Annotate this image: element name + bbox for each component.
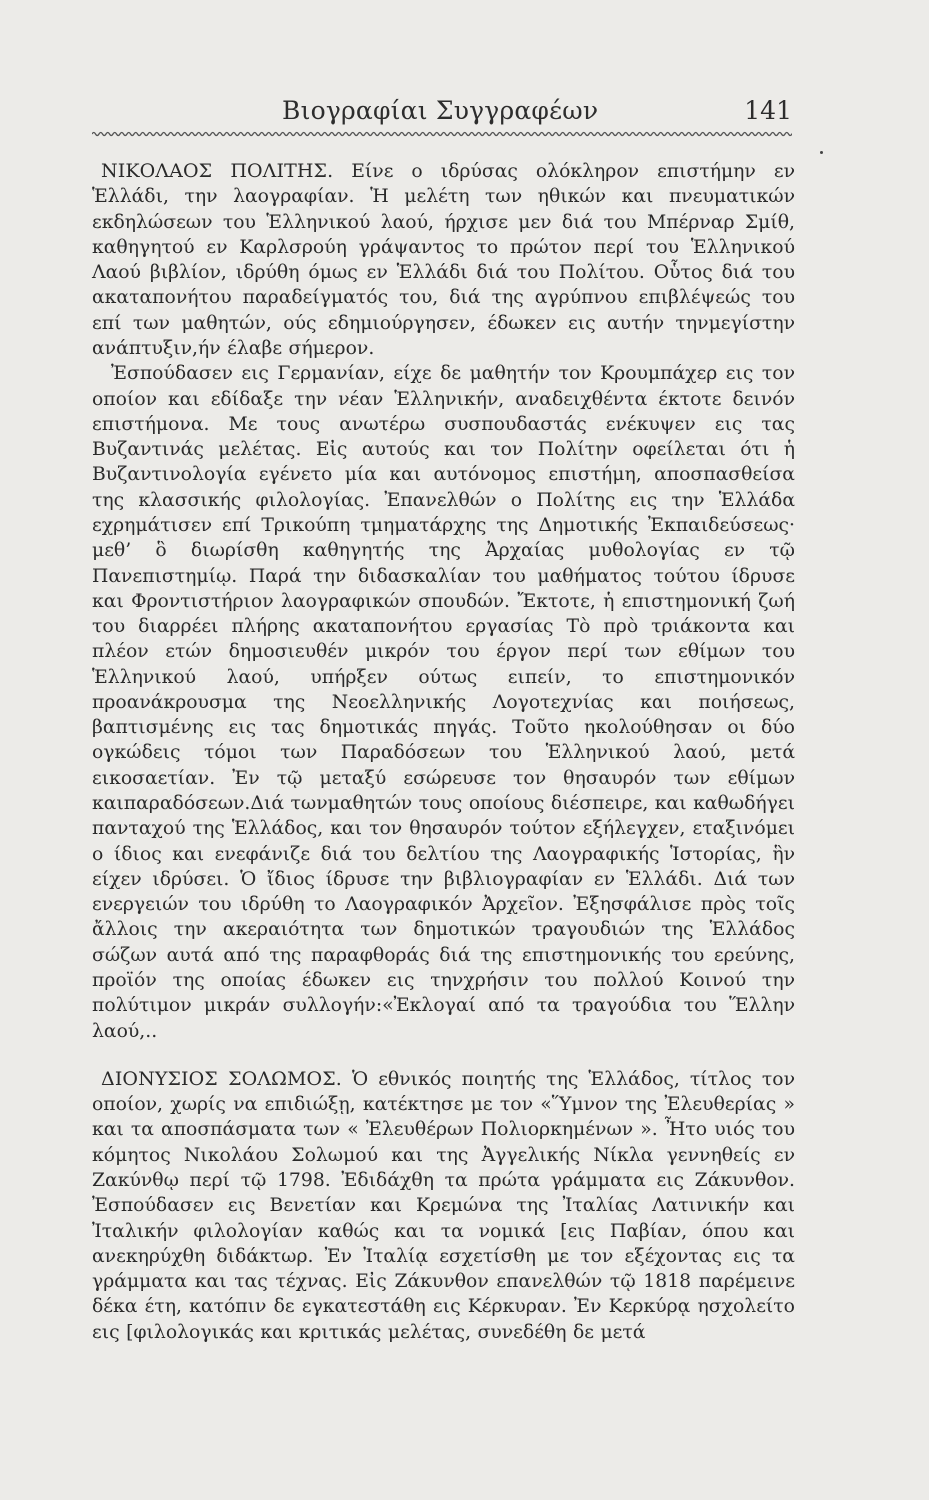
running-title: Βιογραφίαι Συγγραφέων	[282, 96, 599, 125]
paragraph-solomos	[92, 1067, 795, 1345]
biography-text	[92, 159, 795, 1345]
name-heading-solomos: ΔΙΟΝΥΣΙΟΣ ΣΟΛΩΜΟΣ.	[101, 1067, 342, 1090]
decorative-wavy-rule	[92, 130, 792, 138]
page-header	[92, 92, 792, 132]
paragraph-politis-career	[92, 361, 795, 1044]
paragraph-text: Ὁ εθνικός ποιητής της Ἑλλάδος, τίτλος τον οποίον, χωρίς να επιδιώξῃ, κατέκτησε με τον «Ὕμνον της Ἐλευθερίας » και τα αποσπάσματα των « Ἐλευθέρων Πολιορκημένων ». Ἦτο υιός του κόμητος Νικολάου Σολωμού και της Ἀγγελικής Νίκλα γεννηθείς εν Ζακύνθῳ περί τῷ 1798. Ἐδιδάχθη τα πρώτα γράμματα εις Ζάκυνθον. Ἐσπούδασεν εις Βενετίαν και Κρεμώνα της Ἰταλίας Λατινικήν και Ἰταλικήν φιλολογίαν καθώς και τα νομικά [εις Παβίαν, όπου και ανεκηρύχθη διδάκτωρ. Ἐν Ἰταλίᾳ εσχετίσθη με τον εξέχοντας εις τα γράμματα και τας τέχνας. Εἰς Ζάκυνθον επανελθών τῷ 1818 παρέμεινε δέκα έτη, κατόπιν δε εγκατεστάθη εις Κέρκυραν. Ἐν Κερκύρᾳ ησχολείτο εις [φιλολογικάς και κριτικάς μελέτας, συνεδέθη δε μετά	[92, 1068, 795, 1343]
ink-speck	[820, 151, 823, 154]
page-number: 141	[744, 96, 792, 125]
paragraph-text: Είνε ο ιδρύσας ολόκληρον επιστήμην εν Ἑλλάδι, την λαογραφίαν. Ἡ μελέτη των ηθικών και πνευματικών εκδηλώσεων του Ἑλληνικού λαού, ήρχισε μεν διά του Μπέρναρ Σμίθ, καθηγητού εν Καρλσρούη γράψαντος το πρώτον περί του Ἑλληνικού Λαού βιβλίον, ιδρύθη όμως εν Ἑλλάδι διά του Πολίτου. Οὗτος διά του ακαταπονήτου παραδείγματός του, διά της αγρύπνου επιβλέψεώς του επί των μαθητών, ούς εδημιούργησεν, έδωκεν εις αυτήν τηνμεγίστην ανάπτυξιν,ήν έλαβε σήμερον.	[92, 161, 795, 359]
wavy-rule-graphic	[92, 130, 792, 138]
paragraph-text: Ἐσπούδασεν εις Γερμανίαν, είχε δε μαθητήν τον Κρουμπάχερ εις τον οποίον και εδίδαξε την νέαν Ἑλληνικήν, αναδειχθέντα έκτοτε δεινόν επιστήμονα. Με τους ανωτέρω συσπουδαστάς ενέκυψεν εις τας Βυζαντινάς μελέτας. Εἰς αυτούς και τον Πολίτην οφείλεται ότι ἡ Βυζαντινολογία εγένετο μία και αυτόνομος επιστήμη, αποσπασθείσα της κλασσικής φιλολογίας. Ἐπανελθών ο Πολίτης εις την Ἑλλάδα εχρημάτισεν επί Τρικούπη τμηματάρχης της Δημοτικής Ἐκπαιδεύσεως· μεθ’ ὃ διωρίσθη καθηγητής της Ἀρχαίας μυθολογίας εν τῷ Πανεπιστημίῳ. Παρά την διδασκαλίαν του μαθήματος τούτου ίδρυσε και Φροντιστήριον λαογραφικών σπουδών. Ἔκτοτε, ἡ επιστημονική ζωή του διαρρέει πλήρης ακαταπονήτου εργασίας Τὸ πρὸ τριάκοντα και πλέον ετών δημοσιευθέν μικρόν του έργον περί των εθίμων του Ἑλληνικού λαού, υπήρξεν ούτως ειπείν, το επιστημονικόν προανάκρουσμα της Νεοελληνικής Λογοτεχνίας και ποιήσεως, βαπτισμένης εις τας δημοτικάς πηγάς. Τοῦτο ηκολούθησαν οι δύο ογκώδεις τόμοι των Παραδόσεων του Ἑλληνικού λαού, μετά εικοσαετίαν. Ἐν τῷ μεταξύ εσώρευσε τον θησαυρόν των εθίμων καιπαραδόσεων.Διά τωνμαθητών τους οποίους διέσπειρε, και καθωδήγει πανταχού της Ἑλλάδος, και τον θησαυρόν τούτον εξήλεγχεν, εταξινόμει ο ίδιος και ενεφάνιζε διά του δελτίου της Λαογραφικής Ἱστορίας, ἣν είχεν ιδρύσει. Ὁ ἴδιος ίδρυσε την βιβλιογραφίαν εν Ἑλλάδι. Διά των ενεργειών του ιδρύθη το Λαογραφικόν Ἀρχεῖον. Ἐξησφάλισε πρὸς τοῖς ἄλλοις την ακεραιότητα των δημοτικών τραγουδιών της Ἑλλάδος σώζων αυτά από της παραφθοράς διά της επιστημονικής του ερεύνης, προϊόν της οποίας έδωκεν εις τηνχρήσιν του πολλού Κοινού την πολύτιμον μικράν συλλογήν:«Ἐκλογαί από τα τραγούδια του Ἕλλην λαού,..	[92, 363, 795, 1042]
name-heading-politis: ΝΙΚΟΛΑΟΣ ΠΟΛΙΤΗΣ.	[101, 160, 334, 182]
paragraph-politis-intro	[92, 159, 795, 361]
